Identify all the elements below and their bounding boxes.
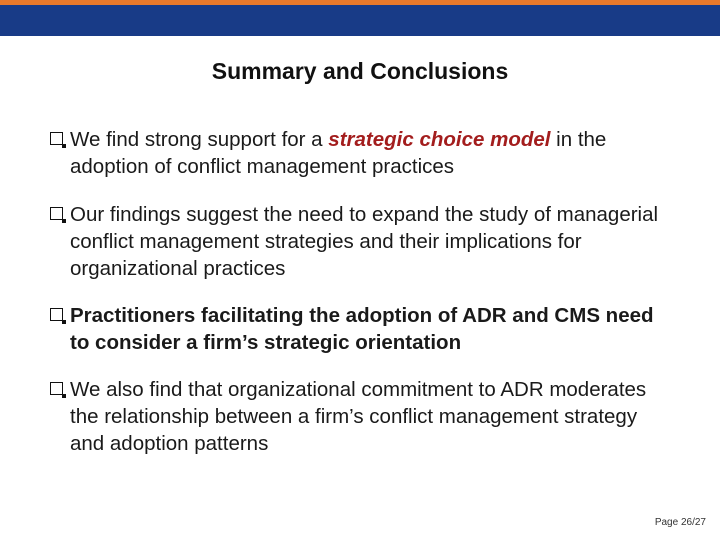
bullet-3-text: Practitioners facilitating the adoption of ADR and CMS need to consider a firm’s strategic orientation [70, 304, 654, 354]
bullet-item-1 [50, 126, 670, 180]
bullet-item-2 [50, 201, 670, 282]
bullet-list [50, 126, 670, 457]
checkbox-square-icon [50, 382, 63, 395]
checkbox-square-icon [50, 207, 63, 220]
bullet-1-text-start: We find strong support for a [70, 128, 329, 151]
page-number: Page 26/27 [654, 517, 706, 528]
checkbox-square-icon [50, 308, 63, 321]
bullet-item-3 [50, 302, 670, 356]
bullet-2-text: Our findings suggest the need to expand the study of managerial conflict management strategies and their implications for organizational practices [70, 203, 659, 280]
bullet-1-text-end: in the adoption of conflict management practices [70, 128, 607, 178]
bullet-1-emphasis: strategic choice model [328, 128, 551, 151]
header-band [0, 5, 720, 36]
bullet-item-4 [50, 376, 670, 457]
checkbox-square-icon [50, 132, 63, 145]
bullet-4-text: We also find that organizational commitment to ADR moderates the relationship between a firm’s conflict management strategy and adoption patterns [70, 378, 647, 455]
slide-title: Summary and Conclusions [211, 58, 509, 84]
